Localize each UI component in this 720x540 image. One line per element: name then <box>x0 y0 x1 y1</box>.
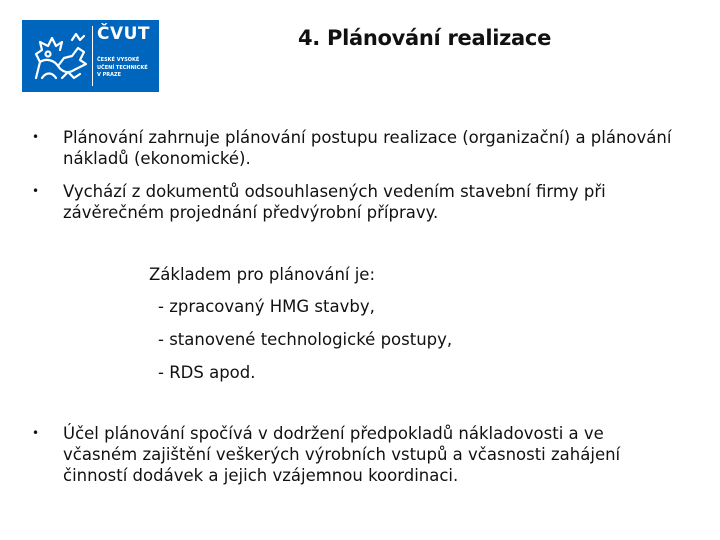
basis-list-item: - RDS apod. <box>158 363 256 382</box>
basis-heading: Základem pro plánování je: <box>149 265 376 284</box>
bullet-text: Účel plánování spočívá v dodržení předpokladů nákladovosti a ve včasném zajištění veškerých výrobních vstupů a včasnosti zahájení činností dodávek a jejich vzájemnou koordinaci. <box>63 424 621 485</box>
basis-list-item: - zpracovaný HMG stavby, <box>158 297 375 316</box>
logo-subtitle-line: ČESKÉ VYSOKÉ <box>97 57 140 63</box>
basis-list-item: - stanovené technologické postupy, <box>158 330 453 349</box>
bullet-dot: • <box>32 130 40 144</box>
bullet-dot: • <box>32 184 40 198</box>
slide-title: 4. Plánování realizace <box>298 26 552 50</box>
bullet-dot: • <box>32 426 40 440</box>
bullet-text: Vychází z dokumentů odsouhlasených vedením stavební firmy při závěrečném projednání předvýrobní přípravy. <box>63 182 606 222</box>
logo-subtitle-line: UČENÍ TECHNICKÉ <box>97 64 148 71</box>
logo-divider <box>92 26 93 86</box>
logo-brand: ČVUT <box>97 24 151 44</box>
logo-subtitle <box>97 57 157 80</box>
lion-emblem-icon <box>28 28 90 84</box>
cvut-logo <box>22 20 159 92</box>
logo-subtitle-line: V PRAZE <box>97 72 122 78</box>
bullet-text: Plánování zahrnuje plánování postupu realizace (organizační) a plánování nákladů (ekonomické). <box>63 128 672 168</box>
